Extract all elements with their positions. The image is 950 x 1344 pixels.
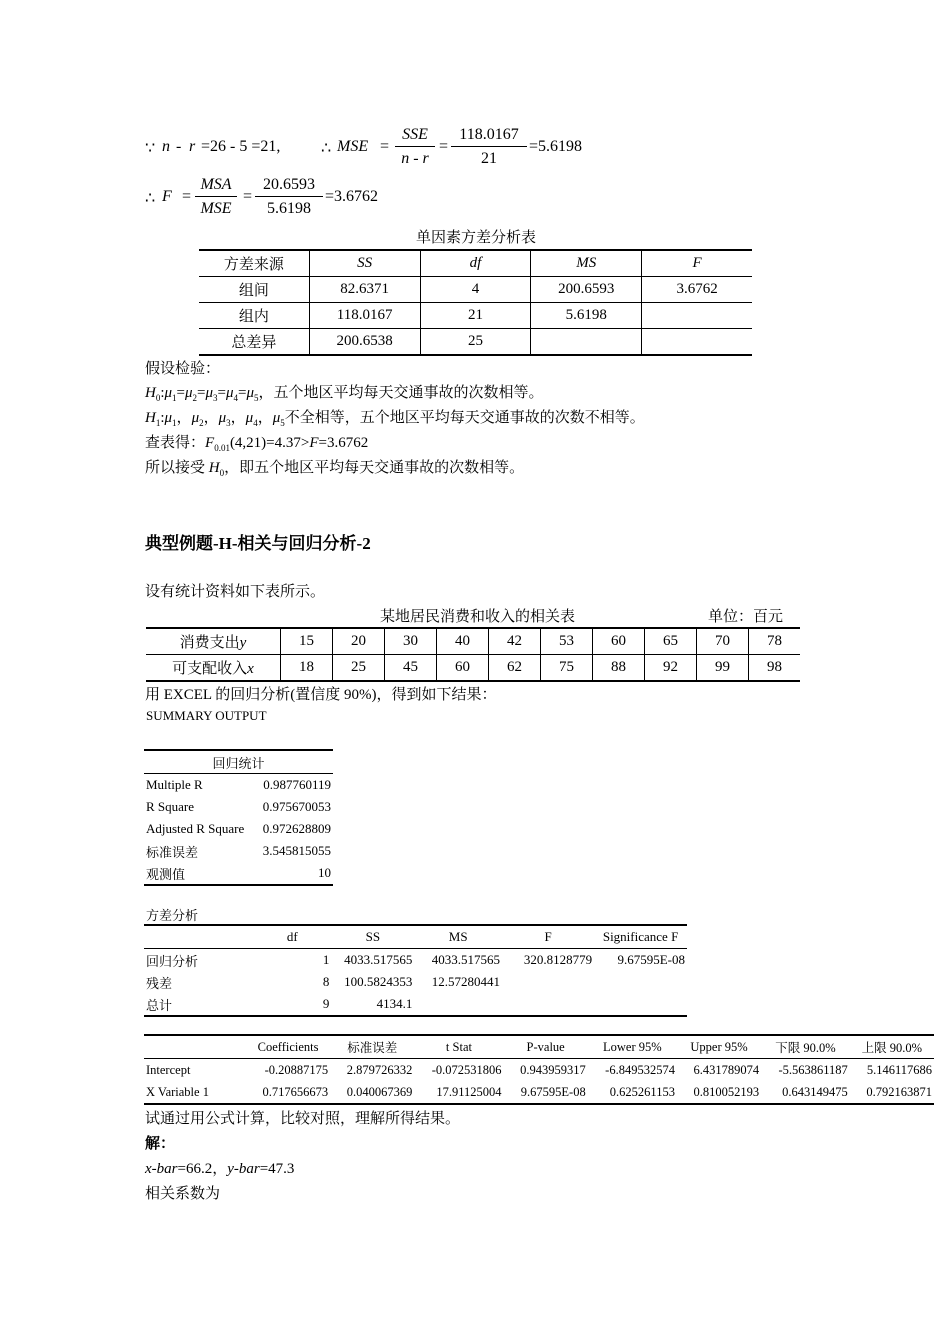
header-cell: Coefficients: [257, 1039, 319, 1054]
formula-line-2: [145, 176, 445, 226]
table-cell: 4: [420, 277, 531, 303]
table-cell: 100.5824353: [344, 974, 413, 989]
table-row: [144, 971, 687, 993]
mu-5: μ: [246, 385, 255, 401]
data-table: [146, 627, 800, 682]
table-cell: 0.975670053: [262, 799, 331, 814]
table-cell: 21: [420, 303, 531, 329]
var-n: n: [162, 138, 170, 155]
table-row: [144, 750, 333, 774]
mu-sub: 3: [213, 393, 218, 403]
comma: ，: [230, 410, 246, 426]
var-y: y: [239, 635, 247, 651]
table-cell: Intercept: [146, 1062, 191, 1077]
table-cell: 5.6198: [531, 303, 642, 329]
table-cell: 25: [333, 655, 385, 682]
mu-sub: 2: [199, 418, 204, 428]
table-cell: [502, 971, 594, 993]
table-cell: 200.6593: [531, 277, 642, 303]
mu-1: μ: [164, 385, 173, 401]
table-cell: 40: [437, 628, 489, 655]
table-cell: 53: [541, 628, 593, 655]
table-row: [199, 250, 752, 277]
table-cell: 0.643149475: [782, 1084, 848, 1099]
table-cell: 75: [541, 655, 593, 682]
row-label: [146, 655, 281, 682]
mu-sub: 1: [172, 393, 177, 403]
header-cell: Lower 95%: [603, 1039, 662, 1054]
header-cell: 回归统计: [144, 750, 333, 774]
means-line: [145, 1157, 294, 1178]
header-cell: F: [544, 929, 552, 944]
table-cell: Adjusted R Square: [146, 821, 245, 836]
mu-5: μ: [272, 410, 281, 426]
anova-caption: 单因素方差分析表: [415, 230, 536, 246]
intro-text: 设有统计资料如下表所示。: [145, 584, 326, 600]
mu-1: μ: [164, 410, 173, 426]
fraction-denominator: 21: [481, 150, 497, 167]
table-cell: 0.792163871: [866, 1084, 932, 1099]
fraction-denominator: 5.6198: [267, 200, 311, 217]
header-cell: SS: [365, 929, 381, 944]
f-result: =3.6762: [325, 188, 379, 205]
fraction-denominator: [395, 147, 435, 168]
row-label-text: 可支配收入: [172, 661, 248, 677]
mu-4: μ: [226, 385, 234, 401]
f-symbol: F: [205, 435, 215, 451]
row-label: [146, 628, 281, 655]
equals-sign: =: [380, 138, 390, 155]
fraction-denominator: MSE: [200, 200, 232, 217]
header-cell: MS: [531, 250, 642, 277]
anova-excel-table: [144, 924, 687, 1017]
table-cell: 0.717656673: [262, 1084, 329, 1099]
table-cell: 78: [749, 628, 801, 655]
h1-symbol: H: [145, 410, 156, 426]
anova-table: [199, 249, 752, 356]
var-f: F: [162, 188, 172, 205]
table-cell: 8: [322, 974, 330, 989]
table-cell: 30: [385, 628, 437, 655]
summary-title: SUMMARY OUTPUT: [146, 708, 267, 723]
conclusion-b: ，即五个地区平均每天交通事故的次数相等。: [224, 460, 525, 476]
task-text: 试通过用公式计算，比较对照，理解所得结果。: [145, 1111, 461, 1127]
table-cell: 82.6371: [309, 277, 420, 303]
table-cell: [502, 993, 594, 1016]
fraction-numerator: SSE: [395, 126, 435, 147]
table-cell: 1: [322, 952, 330, 967]
table-cell: [414, 993, 502, 1016]
conclusion-line: [145, 456, 524, 478]
table-cell: 320.8128779: [523, 952, 593, 967]
mu-3: μ: [205, 385, 214, 401]
equals: =: [197, 385, 206, 401]
table-cell: 6.431789074: [693, 1062, 760, 1077]
table-cell: 0.987760119: [263, 777, 331, 792]
table-cell: 25: [420, 329, 531, 356]
table-row: [144, 1035, 934, 1059]
table-cell: 3.6762: [642, 277, 752, 303]
regression-stats-table: [144, 749, 333, 886]
table-cell: 观测值: [146, 866, 186, 882]
table-row: [144, 1081, 934, 1104]
table-cell: 10: [318, 865, 331, 880]
header-cell: 上限 90.0%: [861, 1041, 923, 1055]
header-cell: df: [420, 250, 531, 277]
table-cell: 65: [645, 628, 697, 655]
equals-sign: =: [182, 188, 192, 205]
table-cell: 9.67595E-08: [617, 952, 685, 967]
row-label-text: 消费支出: [179, 635, 240, 651]
table-cell: 20: [333, 628, 385, 655]
header-cell: Upper 95%: [690, 1039, 748, 1054]
table-cell: 12.57280441: [431, 974, 500, 989]
mu-4: μ: [245, 410, 254, 426]
h0-tail: ，五个地区平均每天交通事故的次数相等。: [258, 385, 544, 401]
table-row: [146, 628, 800, 655]
fraction-numerator: 118.0167: [451, 126, 527, 147]
h1-sub: 1: [155, 418, 161, 428]
table-cell: [531, 329, 642, 356]
table-cell: 总计: [146, 997, 173, 1013]
table-cell: -5.563861187: [778, 1062, 848, 1077]
df-calc: =26 - 5 =21,: [201, 138, 281, 155]
formula-line-1: [145, 126, 625, 176]
hypothesis-title: 假设检验：: [145, 361, 221, 377]
den-minus: -: [413, 150, 419, 167]
fraction-numerator: 20.6593: [255, 176, 323, 197]
colon: :: [160, 410, 165, 426]
h1-line: [145, 406, 645, 428]
corr-label: 相关系数为: [145, 1186, 221, 1202]
fraction-msa-mse: [195, 176, 237, 218]
fraction-values: [255, 176, 323, 218]
header-cell: 方差来源: [199, 250, 309, 277]
den-r: r: [422, 150, 429, 167]
table-cell: 60: [437, 655, 489, 682]
section-title: 典型例题-H-相关与回归分析-2: [145, 534, 371, 553]
table-row: [199, 303, 752, 329]
table-cell: 17.91125004: [436, 1084, 502, 1099]
table-cell: [642, 303, 752, 329]
mu-sub: 3: [226, 418, 231, 428]
table-cell: 15: [281, 628, 333, 655]
ybar-label: y-bar: [227, 1161, 260, 1177]
conclusion-a: 所以接受: [145, 460, 206, 476]
table-cell: 99: [697, 655, 749, 682]
header-cell: P-value: [526, 1039, 565, 1054]
table-cell: 9.67595E-08: [520, 1084, 586, 1099]
mu-2: μ: [185, 385, 193, 401]
table-row: [144, 1059, 934, 1082]
table-cell: -0.20887175: [264, 1062, 329, 1077]
table-cell: 5.146117686: [866, 1062, 932, 1077]
mu-2: μ: [191, 410, 200, 426]
den-n: n: [401, 150, 410, 167]
equals: =: [238, 385, 247, 401]
table-cell: 18: [281, 655, 333, 682]
table-cell: 0.972628809: [262, 821, 331, 836]
table-cell: 45: [385, 655, 437, 682]
mu-sub: 5: [280, 418, 285, 428]
table-row: [199, 277, 752, 303]
because-symbol: ∵: [145, 140, 156, 157]
table-cell: 9: [322, 996, 330, 1011]
table-cell: 70: [697, 628, 749, 655]
table-row: [146, 655, 800, 682]
mu-sub: 4: [253, 418, 258, 428]
data-table-caption: 某地居民消费和收入的相关表: [380, 609, 576, 625]
table-cell: 4033.517565: [344, 952, 413, 967]
table-row: [144, 774, 333, 797]
table-cell: 3.545815055: [262, 843, 331, 858]
header-cell: df: [286, 929, 298, 944]
data-table-unit: 单位：百元: [708, 609, 784, 625]
header-cell: F: [642, 250, 752, 277]
table-cell: 0.943959317: [520, 1062, 586, 1077]
table-cell: 标准误差: [146, 844, 199, 860]
table-cell: Multiple R: [146, 777, 203, 792]
var-mse: MSE: [337, 138, 369, 155]
table-cell: 98: [749, 655, 801, 682]
minus-sign: -: [176, 138, 182, 155]
comma: ，: [203, 410, 219, 426]
h0-symbol: H: [145, 385, 156, 401]
h0-symbol: H: [208, 460, 220, 476]
header-cell: t Stat: [445, 1039, 472, 1054]
h0-sub: 0: [219, 468, 225, 478]
header-cell: [144, 1035, 246, 1059]
table-row: [199, 329, 752, 356]
var-x: x: [247, 661, 254, 677]
table-cell: 92: [645, 655, 697, 682]
table-cell: 4033.517565: [431, 952, 500, 967]
table-cell: 回归分析: [146, 953, 199, 969]
equals: =: [217, 385, 227, 401]
table-row: [144, 840, 333, 862]
header-cell: [144, 925, 253, 949]
anova-excel-title: 方差分析: [146, 908, 199, 923]
table-cell: 0.040067369: [346, 1084, 413, 1099]
h1-tail: 不全相等，五个地区平均每天交通事故的次数不相等。: [284, 410, 645, 426]
header-cell: SS: [309, 250, 420, 277]
mu-sub: 5: [254, 393, 259, 403]
table-row: [144, 796, 333, 818]
comma: ，: [176, 410, 192, 426]
fraction-numerator: MSA: [195, 176, 237, 197]
mu-sub: 1: [172, 418, 177, 428]
table-cell: R Square: [146, 799, 195, 814]
table-cell: 残差: [146, 975, 173, 991]
table-cell: [642, 329, 752, 356]
header-cell: 标准误差: [347, 1041, 398, 1055]
comma: ，: [257, 410, 273, 426]
table-cell: 200.6538: [309, 329, 420, 356]
table-cell: 62: [489, 655, 541, 682]
lookup-val: =3.6762: [318, 435, 369, 451]
mu-sub: 4: [233, 393, 239, 403]
therefore-symbol: ∴: [321, 140, 332, 157]
table-row: [144, 925, 687, 949]
lookup-mid: (4,21)=4.37>: [229, 435, 310, 451]
table-row: [144, 862, 333, 885]
equals-sign: =: [243, 188, 253, 205]
fraction-values: [451, 126, 527, 168]
f-symbol: F: [309, 435, 319, 451]
header-cell: MS: [448, 929, 468, 944]
table-cell: 0.810052193: [693, 1084, 760, 1099]
table-row: [144, 818, 333, 840]
xbar-label: x-bar: [145, 1161, 178, 1177]
mu-3: μ: [218, 410, 227, 426]
table-cell: [594, 993, 687, 1016]
table-cell: X Variable 1: [146, 1084, 209, 1099]
table-cell: 2.879726332: [346, 1062, 413, 1077]
f-sub: 0.01: [214, 443, 230, 453]
table-cell: 60: [593, 628, 645, 655]
table-row: [144, 993, 687, 1016]
table-cell: 组内: [199, 303, 309, 329]
table-cell: 0.625261153: [609, 1084, 675, 1099]
mse-result: =5.6198: [529, 138, 583, 155]
equals-sign: =: [439, 138, 449, 155]
fraction-sse: [395, 126, 435, 168]
header-cell: 下限 90.0%: [775, 1041, 836, 1055]
table-cell: [594, 971, 687, 993]
h0-sub: 0: [155, 393, 161, 403]
table-cell: 总差异: [199, 329, 309, 356]
lookup-line: [145, 431, 368, 453]
table-cell: 4134.1: [376, 996, 413, 1011]
table-cell: 88: [593, 655, 645, 682]
ybar-value: =47.3: [259, 1161, 295, 1177]
header-cell: Significance F: [602, 929, 679, 944]
table-cell: 118.0167: [309, 303, 420, 329]
table-cell: -0.072531806: [431, 1062, 502, 1077]
therefore-symbol: ∴: [145, 190, 156, 207]
solution-label: 解：: [145, 1136, 176, 1152]
table-row: [144, 949, 687, 972]
var-r: r: [189, 138, 196, 155]
table-cell: 组间: [199, 277, 309, 303]
h0-line: [145, 381, 544, 403]
xbar-value: =66.2，: [177, 1161, 228, 1177]
table-cell: -6.849532574: [605, 1062, 675, 1077]
excel-note: 用 EXCEL 的回归分析(置信度 90%)，得到如下结果：: [145, 687, 497, 703]
mu-sub: 2: [192, 393, 198, 403]
lookup-prefix: 查表得：: [145, 435, 206, 451]
table-cell: 42: [489, 628, 541, 655]
colon: :: [160, 385, 165, 401]
equals: =: [176, 385, 186, 401]
coefficients-table: [144, 1034, 934, 1105]
